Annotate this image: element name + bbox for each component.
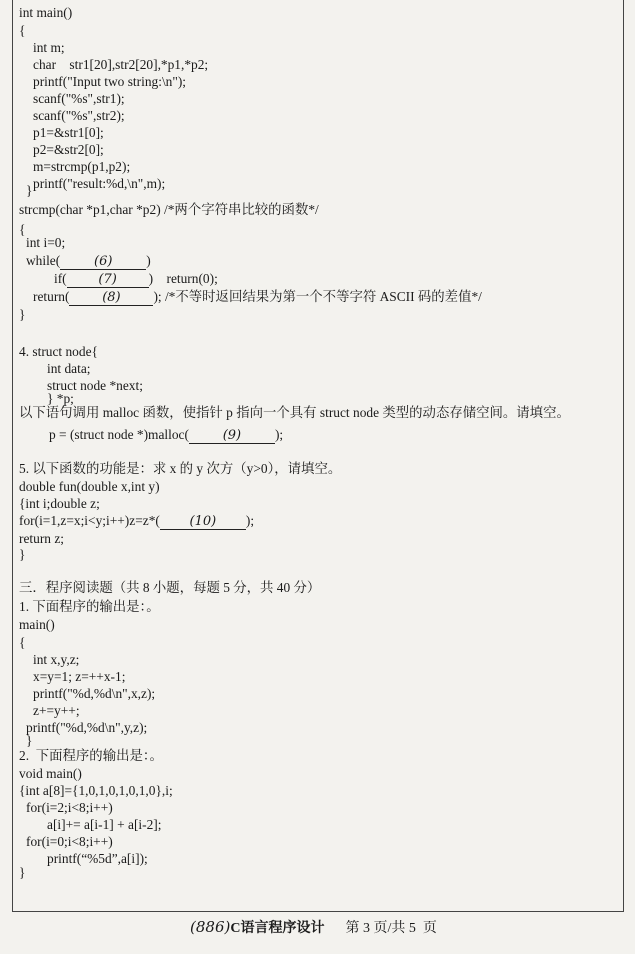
text-line: } [19, 865, 26, 880]
page-number: 第 3 页/共 5 页 [345, 921, 437, 936]
text-line: int main() [19, 5, 73, 20]
text-line: printf(“%5d”,a[i]); [47, 851, 148, 866]
text-line: } [26, 733, 33, 748]
text-line: } [19, 307, 26, 322]
text-line: for(i=0;i<8;i++) [26, 834, 113, 849]
answer-blank-8[interactable]: (8) [69, 290, 153, 306]
text-line: int data; [47, 361, 91, 376]
text-line [54, 270, 218, 288]
text-span: while( [26, 253, 61, 268]
text-line: {int a[8]={1,0,1,0,1,0,1,0},i; [19, 783, 173, 798]
text-line: p1=&str1[0]; [33, 125, 104, 140]
course-title: C语言程序设计 [230, 921, 325, 936]
text-line: 2. 下面程序的输出是：。 [19, 748, 163, 763]
text-span: if( [54, 271, 67, 286]
text-line: a[i]+= a[i-1] + a[i-2]; [47, 817, 162, 832]
text-line: } [26, 183, 33, 198]
text-line: char str1[20],str2[20],*p1,*p2; [33, 57, 209, 72]
text-line: m=strcmp(p1,p2); [33, 159, 131, 174]
section-heading: 三．程序阅读题（共 8 小题，每题 5 分，共 40 分） [19, 580, 321, 595]
text-line: int i=0; [26, 235, 66, 250]
text-line [19, 512, 254, 530]
text-line [49, 426, 283, 444]
text-line: int m; [33, 40, 65, 55]
text-line: { [19, 23, 26, 38]
text-line: printf("Input two string:\n"); [33, 74, 187, 89]
text-line: 1. 下面程序的输出是：。 [19, 599, 160, 614]
exam-code: (886) [190, 918, 231, 936]
page-footer [190, 917, 437, 937]
answer-blank-7[interactable]: (7) [67, 272, 149, 288]
text-line [33, 288, 482, 306]
text-line: strcmp(char *p1,char *p2) /*两个字符串比较的函数*/ [19, 202, 319, 217]
text-span: return( [33, 289, 70, 304]
text-line: void main() [19, 766, 82, 781]
text-span: for(i=1,z=x;i<y;i++)z=z*( [19, 513, 160, 528]
answer-blank-9[interactable]: (9) [189, 428, 275, 444]
text-line: for(i=2;i<8;i++) [26, 800, 113, 815]
exam-page [12, 0, 624, 912]
text-line: { [19, 635, 26, 650]
text-line: main() [19, 617, 55, 632]
text-span: ); [245, 513, 255, 528]
text-line: 以下语句调用 malloc 函数，使指针 p 指向一个具有 struct node 类型的动态存储空间。请填空。 [19, 405, 570, 420]
text-line: scanf("%s",str2); [33, 108, 125, 123]
text-line: 4. struct node{ [19, 344, 98, 359]
text-span: ) return(0); [148, 271, 218, 286]
text-line: printf("%d,%d\n",x,z); [33, 686, 156, 701]
text-line: x=y=1; z=++x-1; [33, 669, 126, 684]
text-line: { [19, 222, 26, 237]
text-span: p = (struct node *)malloc( [49, 427, 189, 442]
text-line: {int i;double z; [19, 496, 100, 511]
text-line: struct node *next; [47, 378, 143, 393]
text-span: ); [274, 427, 284, 442]
text-line: p2=&str2[0]; [33, 142, 104, 157]
text-line: printf("result:%d,\n",m); [33, 176, 166, 191]
text-line [26, 252, 151, 270]
text-line: printf("%d,%d\n",y,z); [26, 720, 148, 735]
text-line: double fun(double x,int y) [19, 479, 160, 494]
text-line: return z; [19, 531, 64, 546]
text-span: ); /*不等时返回结果为第一个不等字符 ASCII 码的差值*/ [153, 289, 482, 304]
text-line: scanf("%s",str1); [33, 91, 125, 106]
answer-blank-6[interactable]: (6) [60, 254, 146, 270]
text-line: z+=y++; [33, 703, 80, 718]
text-line: int x,y,z; [33, 652, 80, 667]
text-line: } [19, 547, 26, 562]
text-line: } *p; [47, 391, 74, 406]
text-line: 5. 以下函数的功能是：求 x 的 y 次方（y>0），请填空。 [19, 461, 342, 476]
text-span: ) [146, 253, 151, 268]
answer-blank-10[interactable]: (10) [160, 514, 246, 530]
